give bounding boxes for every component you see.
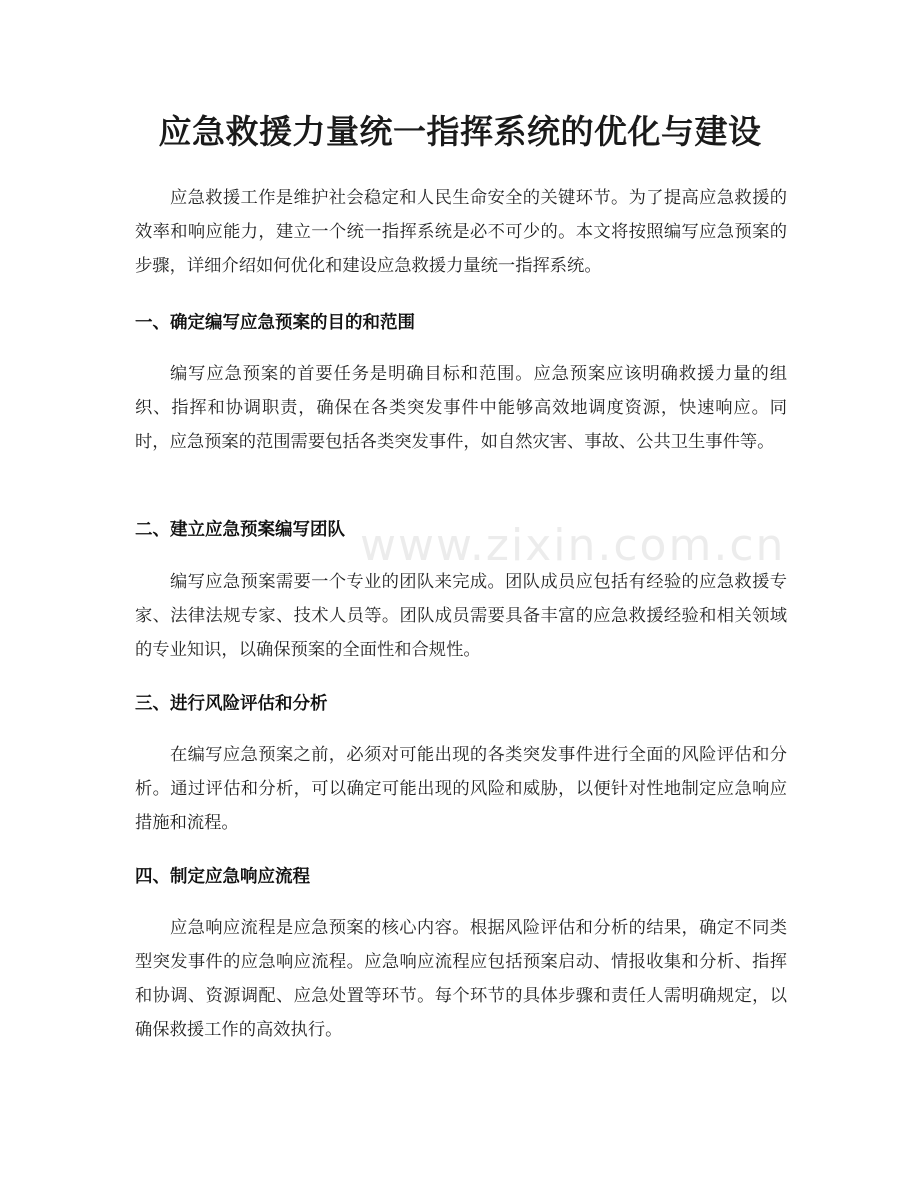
section-4-heading: 四、制定应急响应流程 <box>135 867 310 887</box>
intro-paragraph: 应急救援工作是维护社会稳定和人民生命安全的关键环节。为了提高应急救援的效率和响应能力，建立一个统一指挥系统是必不可少的。本文将按照编写应急预案的步骤，详细介绍如何优化和建设应急救援力量统一指挥系统。 <box>135 188 787 276</box>
section-1-heading: 一、确定编写应急预案的目的和范围 <box>135 313 415 333</box>
section-4-body: 应急响应流程是应急预案的核心内容。根据风险评估和分析的结果，确定不同类型突发事件的应急响应流程。应急响应流程应包括预案启动、情报收集和分析、指挥和协调、资源调配、应急处置等环节。每个环节的具体步骤和责任人需明确规定，以确保救援工作的高效执行。 <box>135 918 787 1040</box>
section-2-heading: 二、建立应急预案编写团队 <box>135 520 345 540</box>
section-1-body: 编写应急预案的首要任务是明确目标和范围。应急预案应该明确救援力量的组织、指挥和协调职责，确保在各类突发事件中能够高效地调度资源，快速响应。同时，应急预案的范围需要包括各类突发事件，如自然灾害、事故、公共卫生事件等。 <box>135 364 787 452</box>
section-2-body: 编写应急预案需要一个专业的团队来完成。团队成员应包括有经验的应急救援专家、法律法规专家、技术人员等。团队成员需要具备丰富的应急救援经验和相关领域的专业知识，以确保预案的全面性和合规性。 <box>135 572 787 660</box>
document-title: 应急救援力量统一指挥系统的优化与建设 <box>158 112 762 151</box>
section-3-heading: 三、进行风险评估和分析 <box>135 694 328 714</box>
section-3-body: 在编写应急预案之前，必须对可能出现的各类突发事件进行全面的风险评估和分析。通过评估和分析，可以确定可能出现的风险和威胁，以便针对性地制定应急响应措施和流程。 <box>135 745 787 833</box>
watermark: www.zixin.com.cn <box>360 520 786 571</box>
